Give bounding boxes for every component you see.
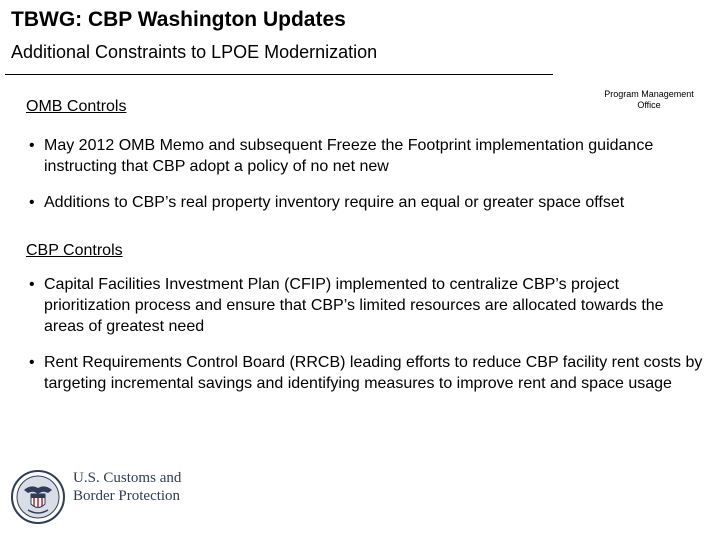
dhs-seal-icon xyxy=(10,466,66,528)
list-item xyxy=(26,192,706,213)
footer-org-name xyxy=(73,469,181,505)
bullet-dot-icon: • xyxy=(29,354,35,371)
list-item xyxy=(26,274,706,337)
bullet-text: Additions to CBP’s real property inventory require an equal or greater space offset xyxy=(44,194,625,211)
bullet-dot-icon: • xyxy=(29,276,35,293)
title-divider xyxy=(5,74,553,75)
cbp-bullet-list xyxy=(26,274,706,409)
bullet-text: Rent Requirements Control Board (RRCB) leading efforts to reduce CBP facility rent costs by targeting incremental savings and identifying measures to improve rent and space usage xyxy=(44,354,703,392)
program-office-line2: Office xyxy=(637,100,661,110)
list-item xyxy=(26,135,706,177)
bullet-dot-icon: • xyxy=(29,137,35,154)
bullet-text: Capital Facilities Investment Plan (CFIP) implemented to centralize CBP’s project prioritization process and ensure that CBP’s limited resources are allocated towards the areas of greatest need xyxy=(44,276,664,335)
section-heading-cbp: CBP Controls xyxy=(26,242,123,259)
section-heading-omb: OMB Controls xyxy=(26,98,127,115)
program-office-line1: Program Management xyxy=(604,89,694,99)
program-office-label xyxy=(590,89,708,111)
bullet-text: May 2012 OMB Memo and subsequent Freeze the Footprint implementation guidance instructing that CBP adopt a policy of no net new xyxy=(44,137,654,175)
footer-org-line2: Border Protection xyxy=(73,488,181,504)
list-item xyxy=(26,352,706,394)
omb-bullet-list xyxy=(26,135,706,228)
slide-subtitle: Additional Constraints to LPOE Modernization xyxy=(11,42,378,62)
slide-title: TBWG: CBP Washington Updates xyxy=(11,8,346,31)
footer-org-line1: U.S. Customs and xyxy=(73,470,182,486)
bullet-dot-icon: • xyxy=(29,194,35,211)
